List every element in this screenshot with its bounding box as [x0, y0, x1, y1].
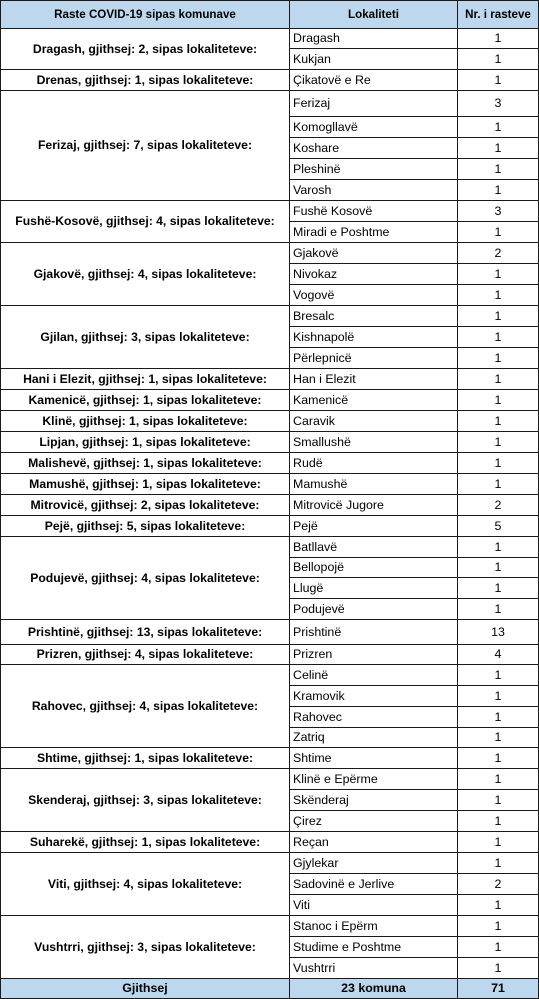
table-row — [1, 369, 539, 390]
locality-cell: Sadovinë e Jerlive — [290, 874, 458, 895]
cases-count-cell: 1 — [458, 29, 539, 49]
municipality-cell: Suharekë, gjithsej: 1, sipas lokaliteteve: — [1, 832, 290, 853]
municipality-cell: Drenas, gjithsej: 1, sipas lokaliteteve: — [1, 70, 290, 91]
municipality-cell: Viti, gjithsej: 4, sipas lokaliteteve: — [1, 853, 290, 916]
municipality-cell: Hani i Elezit, gjithsej: 1, sipas lokaliteteve: — [1, 369, 290, 390]
cases-count-cell: 3 — [458, 91, 539, 117]
locality-cell: Reçan — [290, 832, 458, 853]
cases-count-cell: 1 — [458, 916, 539, 937]
header-cases: Nr. i rasteve — [458, 1, 539, 29]
municipality-cell: Prizren, gjithsej: 4, sipas lokaliteteve: — [1, 645, 290, 665]
locality-cell: Fushë Kosovë — [290, 201, 458, 222]
table-row — [1, 432, 539, 453]
locality-cell: Gjakovë — [290, 243, 458, 264]
municipality-cell: Ferizaj, gjithsej: 7, sipas lokaliteteve: — [1, 91, 290, 201]
cases-count-cell: 1 — [458, 686, 539, 707]
cases-count-cell: 1 — [458, 665, 539, 686]
locality-cell: Batllavë — [290, 537, 458, 558]
table-row — [1, 390, 539, 411]
locality-cell: Rahovec — [290, 707, 458, 728]
locality-cell: Koshare — [290, 138, 458, 159]
cases-count-cell: 1 — [458, 558, 539, 578]
locality-cell: Kukjan — [290, 49, 458, 70]
locality-cell: Miradi e Poshtme — [290, 222, 458, 243]
cases-count-cell: 1 — [458, 369, 539, 390]
table-row — [1, 748, 539, 769]
locality-cell: Kramovik — [290, 686, 458, 707]
table-row — [1, 29, 539, 49]
locality-cell: Rudë — [290, 453, 458, 474]
cases-count-cell: 1 — [458, 853, 539, 874]
locality-cell: Caravik — [290, 411, 458, 432]
municipality-cell: Mamushë, gjithsej: 1, sipas lokaliteteve: — [1, 474, 290, 495]
table-row — [1, 91, 539, 117]
municipality-cell: Kamenicë, gjithsej: 1, sipas lokaliteteve: — [1, 390, 290, 411]
locality-cell: Bresalc — [290, 306, 458, 327]
municipality-cell: Rahovec, gjithsej: 4, sipas lokaliteteve: — [1, 665, 290, 748]
cases-count-cell: 4 — [458, 645, 539, 665]
cases-count-cell: 1 — [458, 306, 539, 327]
locality-cell: Skënderaj — [290, 790, 458, 811]
total-cases: 71 — [458, 979, 539, 999]
table-body — [1, 29, 539, 979]
cases-count-cell: 1 — [458, 895, 539, 916]
table-row — [1, 537, 539, 558]
table-row — [1, 645, 539, 665]
locality-cell: Përlepnicë — [290, 348, 458, 369]
table-row — [1, 620, 539, 645]
cases-count-cell: 1 — [458, 49, 539, 70]
cases-count-cell: 1 — [458, 327, 539, 348]
cases-count-cell: 1 — [458, 348, 539, 369]
cases-count-cell: 1 — [458, 411, 539, 432]
locality-cell: Celinë — [290, 665, 458, 686]
table-row — [1, 201, 539, 222]
table-row — [1, 453, 539, 474]
cases-count-cell: 1 — [458, 70, 539, 91]
cases-count-cell: 1 — [458, 390, 539, 411]
table-row — [1, 495, 539, 516]
locality-cell: Mamushë — [290, 474, 458, 495]
municipality-cell: Lipjan, gjithsej: 1, sipas lokaliteteve: — [1, 432, 290, 453]
cases-count-cell: 1 — [458, 578, 539, 599]
header-row — [1, 1, 539, 29]
cases-count-cell: 13 — [458, 620, 539, 645]
header-locality: Lokaliteti — [290, 1, 458, 29]
cases-count-cell: 1 — [458, 138, 539, 159]
locality-cell: Mitrovicë Jugore — [290, 495, 458, 516]
table-row — [1, 70, 539, 91]
cases-count-cell: 1 — [458, 811, 539, 832]
locality-cell: Viti — [290, 895, 458, 916]
municipality-cell: Pejë, gjithsej: 5, sipas lokaliteteve: — [1, 516, 290, 537]
municipality-cell: Gjakovë, gjithsej: 4, sipas lokaliteteve: — [1, 243, 290, 306]
municipality-cell: Mitrovicë, gjithsej: 2, sipas lokaliteteve: — [1, 495, 290, 516]
locality-cell: Bellopojë — [290, 558, 458, 578]
locality-cell: Han i Elezit — [290, 369, 458, 390]
locality-cell: Studime e Poshtme — [290, 937, 458, 958]
cases-count-cell: 1 — [458, 748, 539, 769]
cases-count-cell: 1 — [458, 432, 539, 453]
cases-count-cell: 3 — [458, 201, 539, 222]
table-row — [1, 916, 539, 937]
cases-count-cell: 1 — [458, 599, 539, 620]
locality-cell: Kishnapolë — [290, 327, 458, 348]
municipality-cell: Shtime, gjithsej: 1, sipas lokaliteteve: — [1, 748, 290, 769]
locality-cell: Varosh — [290, 180, 458, 201]
municipality-cell: Prishtinë, gjithsej: 13, sipas lokaliteteve: — [1, 620, 290, 645]
cases-count-cell: 1 — [458, 537, 539, 558]
cases-count-cell: 1 — [458, 790, 539, 811]
cases-count-cell: 1 — [458, 832, 539, 853]
cases-count-cell: 1 — [458, 264, 539, 285]
cases-count-cell: 1 — [458, 707, 539, 728]
locality-cell: Ferizaj — [290, 91, 458, 117]
locality-cell: Klinë e Epërme — [290, 769, 458, 790]
table-row — [1, 853, 539, 874]
cases-count-cell: 2 — [458, 495, 539, 516]
locality-cell: Zatriq — [290, 728, 458, 748]
cases-count-cell: 1 — [458, 958, 539, 979]
municipality-cell: Fushë-Kosovë, gjithsej: 4, sipas lokaliteteve: — [1, 201, 290, 243]
locality-cell: Pleshinë — [290, 159, 458, 180]
header-municipality: Raste COVID-19 sipas komunave — [1, 1, 290, 29]
locality-cell: Çikatovë e Re — [290, 70, 458, 91]
locality-cell: Çirez — [290, 811, 458, 832]
municipality-cell: Podujevë, gjithsej: 4, sipas lokaliteteve: — [1, 537, 290, 620]
municipality-cell: Gjilan, gjithsej: 3, sipas lokaliteteve: — [1, 306, 290, 369]
locality-cell: Kamenicë — [290, 390, 458, 411]
locality-cell: Prishtinë — [290, 620, 458, 645]
locality-cell: Podujevë — [290, 599, 458, 620]
table-row — [1, 243, 539, 264]
table-row — [1, 516, 539, 537]
cases-count-cell: 2 — [458, 874, 539, 895]
cases-count-cell: 1 — [458, 117, 539, 138]
locality-cell: Stanoc i Epërm — [290, 916, 458, 937]
table-row — [1, 306, 539, 327]
municipality-cell: Skenderaj, gjithsej: 3, sipas lokaliteteve: — [1, 769, 290, 832]
table-row — [1, 411, 539, 432]
table-row — [1, 769, 539, 790]
locality-cell: Gjylekar — [290, 853, 458, 874]
municipality-cell: Malishevë, gjithsej: 1, sipas lokaliteteve: — [1, 453, 290, 474]
table-row — [1, 474, 539, 495]
total-municipalities: 23 komuna — [290, 979, 458, 999]
municipality-cell: Klinë, gjithsej: 1, sipas lokaliteteve: — [1, 411, 290, 432]
locality-cell: Pejë — [290, 516, 458, 537]
cases-count-cell: 2 — [458, 243, 539, 264]
cases-count-cell: 1 — [458, 474, 539, 495]
cases-count-cell: 5 — [458, 516, 539, 537]
cases-count-cell: 1 — [458, 937, 539, 958]
cases-count-cell: 1 — [458, 180, 539, 201]
municipality-cell: Dragash, gjithsej: 2, sipas lokaliteteve: — [1, 29, 290, 70]
total-label: Gjithsej — [1, 979, 290, 999]
locality-cell: Komogllavë — [290, 117, 458, 138]
locality-cell: Vushtrri — [290, 958, 458, 979]
locality-cell: Llugë — [290, 578, 458, 599]
cases-count-cell: 1 — [458, 222, 539, 243]
cases-count-cell: 1 — [458, 285, 539, 306]
cases-count-cell: 1 — [458, 453, 539, 474]
total-row — [1, 979, 539, 999]
locality-cell: Smallushë — [290, 432, 458, 453]
locality-cell: Prizren — [290, 645, 458, 665]
table-row — [1, 832, 539, 853]
municipality-cell: Vushtrri, gjithsej: 3, sipas lokaliteteve: — [1, 916, 290, 979]
locality-cell: Vogovë — [290, 285, 458, 306]
locality-cell: Shtime — [290, 748, 458, 769]
table-row — [1, 665, 539, 686]
cases-count-cell: 1 — [458, 728, 539, 748]
locality-cell: Nivokaz — [290, 264, 458, 285]
locality-cell: Dragash — [290, 29, 458, 49]
cases-count-cell: 1 — [458, 159, 539, 180]
cases-count-cell: 1 — [458, 769, 539, 790]
